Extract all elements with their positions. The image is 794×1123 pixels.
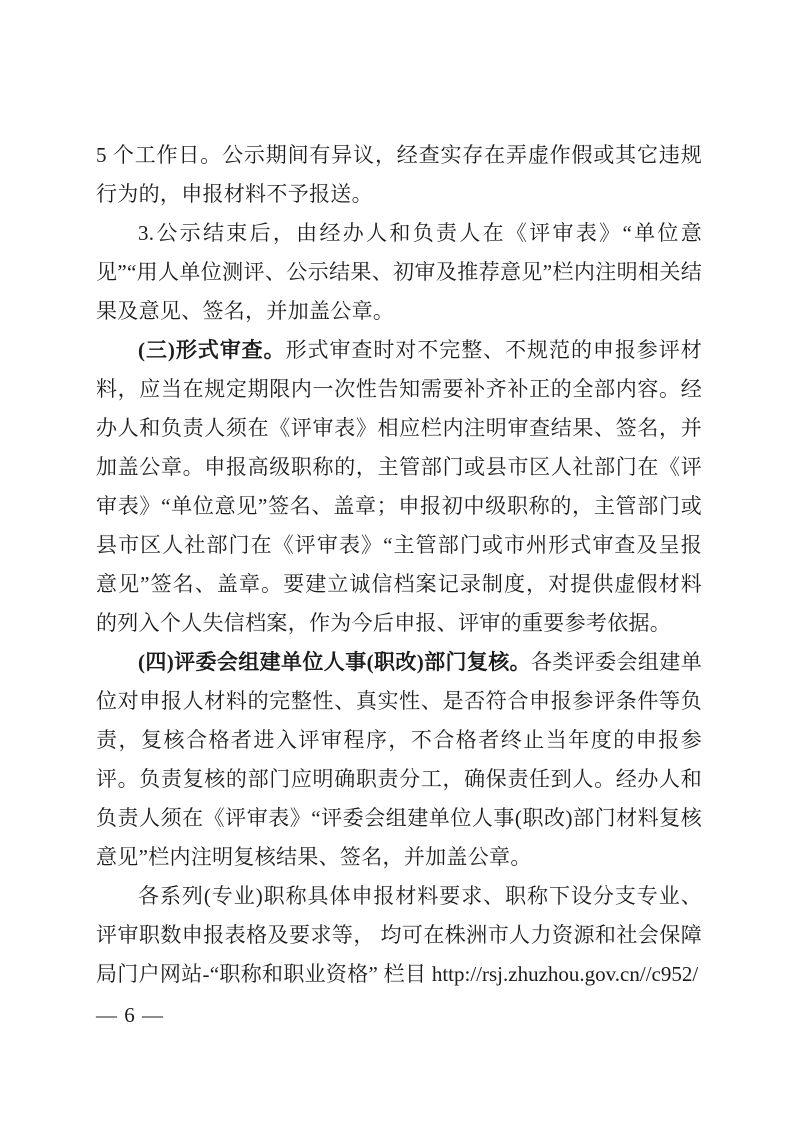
paragraph-text: 形式审查时对不完整、不规范的申报参评材料，应当在规定期限内一次性告知需要补齐补正的全部内容。经办人和负责人须在《评审表》相应栏内注明审查结果、签名，并加盖公章。申报高级职称的，主管部门或县市区人社部门在《评审表》“单位意见”签名、盖章；申报初中级职称的，主管部门或县市区人社部门在《评审表》“主管部门或市州形式审查及呈报意见”签名、盖章。要建立诚信档案记录制度，对提供虚假材料的列入个人失信档案，作为今后申报、评审的重要参考依据。	[96, 338, 702, 635]
paragraph-text: 各类评委会组建单位对申报人材料的完整性、真实性、是否符合申报参评条件等负责，复核合格者进入评审程序，不合格者终止当年度的申报参评。负责复核的部门应明确职责分工，确保责任到人。经办人和负责人须在《评审表》“评委会组建单位人事(职改)部门材料复核意见”栏内注明复核结果、签名，并加盖公章。	[96, 650, 702, 869]
paragraph-text: 3.公示结束后，由经办人和负责人在《评审表》“单位意见”“用人单位测评、公示结果、初审及推荐意见”栏内注明相关结果及意见、签名，并加盖公章。	[96, 221, 702, 323]
paragraph-section-3	[96, 331, 702, 643]
paragraph-text: 各系列(专业)职称具体申报材料要求、职称下设分支专业、评审职数申报表格及要求等， 均可在株洲市人力资源和社会保障局门户网站-“职称和职业资格” 栏目	[96, 884, 702, 986]
page-number: — 6 —	[96, 1003, 164, 1027]
website-url-text: http://rsj.zhuzhou.gov.cn//c952/	[431, 962, 699, 986]
paragraph-continuation	[96, 136, 702, 214]
document-body	[96, 136, 702, 994]
section-heading-form-review: (三)形式审查。	[138, 338, 286, 362]
paragraph-item-3	[96, 214, 702, 331]
paragraph-text: 5 个工作日。公示期间有异议，经查实存在弄虚作假或其它违规行为的，申报材料不予报送。	[96, 143, 702, 206]
paragraph-section-4	[96, 643, 702, 877]
section-heading-committee-recheck: (四)评委会组建单位人事(职改)部门复核。	[138, 650, 532, 674]
paragraph-website-info	[96, 877, 702, 994]
